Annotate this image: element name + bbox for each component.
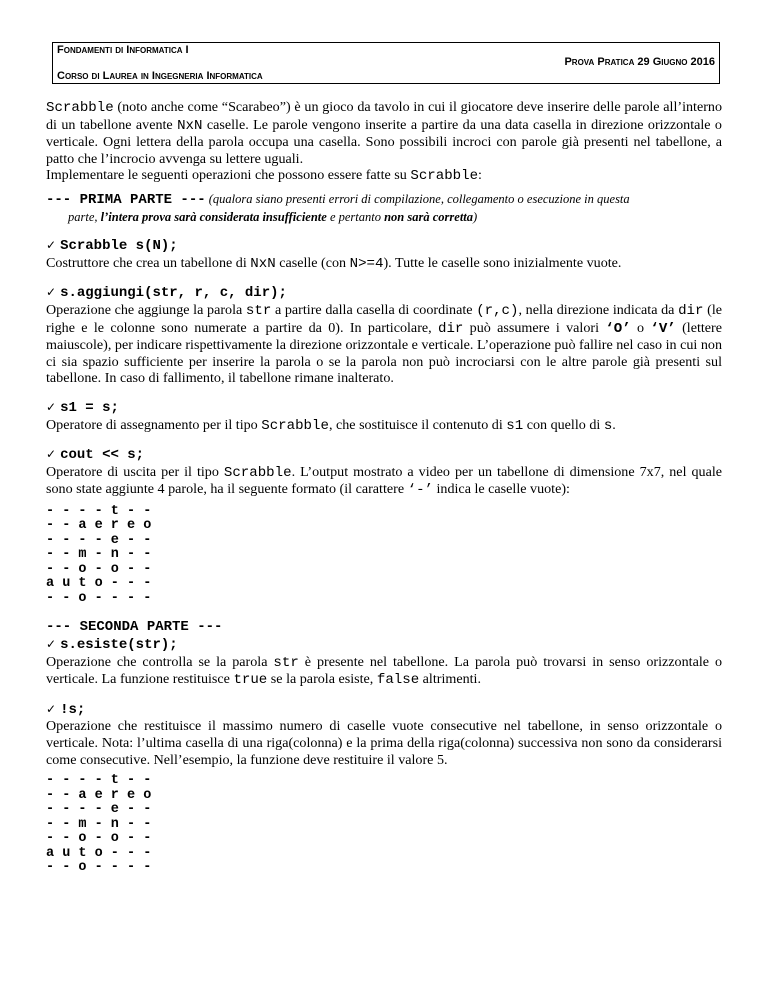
check-mark-icon: ✓ xyxy=(46,701,57,716)
intro-paragraph: Scrabble (noto anche come “Scarabeo”) è un gioco da tavolo in cui il giocatore deve inserire delle parole all’interno di un tabellone avente NxN caselle. Le parole vengono inserite a partire da una data casella in direzione orizzontale o verticale. Ogni lettera della parola occupa una casella. Sono possibili incroci con parole già presenti nel tabellone, a patto che l’incrocio avvenga su lettere uguali. xyxy=(46,99,722,167)
aggiungi-description: Operazione che aggiunge la parola str a partire dalla casella di coordinate (r,c), nella direzione indicata da dir (le righe e le colonne sono numerate a partire da 0). In particolare, dir può assumere i valori ‘O’ o ‘V’ (lettere maiuscole), per indicare rispettivamente la direzione orizzontale e verticale. L’operazione può fallire nel caso in cui non ci sia spazio sufficiente per inserire la parola o se la parola non può incrociarsi con le altre parole già presenti sul tabellone. In caso di fallimento, il tabellone rimane inalterato. xyxy=(46,301,723,387)
exam-title: Prova Pratica 29 Giugno 2016 xyxy=(564,56,715,68)
cout-signature: ✓ cout << s; xyxy=(46,447,145,464)
cout-description: Operatore di uscita per il tipo Scrabble. L’output mostrato a video per un tabellone di dimensione 7x7, nel quale sono state aggiunte 4 parole, ha il seguente formato (il carattere ‘-’ indica le caselle vuote): xyxy=(46,463,722,499)
board-example: - - - - t - - - - a e r e o - - - - e - - - - m - n - - - - o - o - - a u t o - - - - - o - - - - xyxy=(46,503,152,606)
not-description: Operazione che restituisce il massimo numero di caselle vuote consecutive nel tabellone, in senso orizzontale o verticale. Nota: l’ultima casella di una riga(colonna) e la prima della riga(colonna) successiva non sono da considerarsi come consecutive. Nell’esempio, la funzione deve restituire il valore 5. xyxy=(46,718,722,768)
assign-signature: ✓ s1 = s; xyxy=(46,399,119,416)
seconda-parte-heading: --- SECONDA PARTE --- xyxy=(46,619,223,636)
exam-text xyxy=(46,99,722,876)
check-mark-icon: ✓ xyxy=(46,238,57,253)
check-mark-icon: ✓ xyxy=(46,447,57,462)
intro-instruction: Implementare le seguenti operazioni che possono essere fatte su Scrabble: xyxy=(46,167,482,185)
assign-description: Operatore di assegnamento per il tipo Scrabble, che sostituisce il contenuto di s1 con quello di s. xyxy=(46,416,616,434)
esiste-signature: ✓ s.esiste(str); xyxy=(46,636,178,653)
page-header xyxy=(52,42,720,84)
board-example-2: - - - - t - - - - a e r e o - - - - e - - - - m - n - - - - o - o - - a u t o - - - - - o - - - - xyxy=(46,773,152,876)
check-mark-icon: ✓ xyxy=(46,399,57,414)
esiste-description: Operazione che controlla se la parola str è presente nel tabellone. La parola può trovarsi in senso orizzontale o verticale. La funzione restituisce true se la parola esiste, false altrimenti. xyxy=(46,653,722,689)
ctor-description: Costruttore che crea un tabellone di NxN caselle (con N>=4). Tutte le caselle sono inizialmente vuote. xyxy=(46,254,622,272)
check-mark-icon: ✓ xyxy=(46,285,57,300)
not-signature: ✓ !s; xyxy=(46,701,86,718)
course-title: Fondamenti di Informatica I xyxy=(57,44,189,56)
prima-parte-heading: --- PRIMA PARTE --- (qualora siano presenti errori di compilazione, collegamento o esecuzione in questa parte, l’intera prova sarà considerata insufficiente e pertanto non sarà corretta) xyxy=(46,191,630,224)
check-mark-icon: ✓ xyxy=(46,636,57,651)
degree-title: Corso di Laurea in Ingegneria Informatica xyxy=(57,70,263,82)
aggiungi-signature: ✓ s.aggiungi(str, r, c, dir); xyxy=(46,285,287,302)
ctor-signature: ✓ Scrabble s(N); xyxy=(46,238,178,255)
